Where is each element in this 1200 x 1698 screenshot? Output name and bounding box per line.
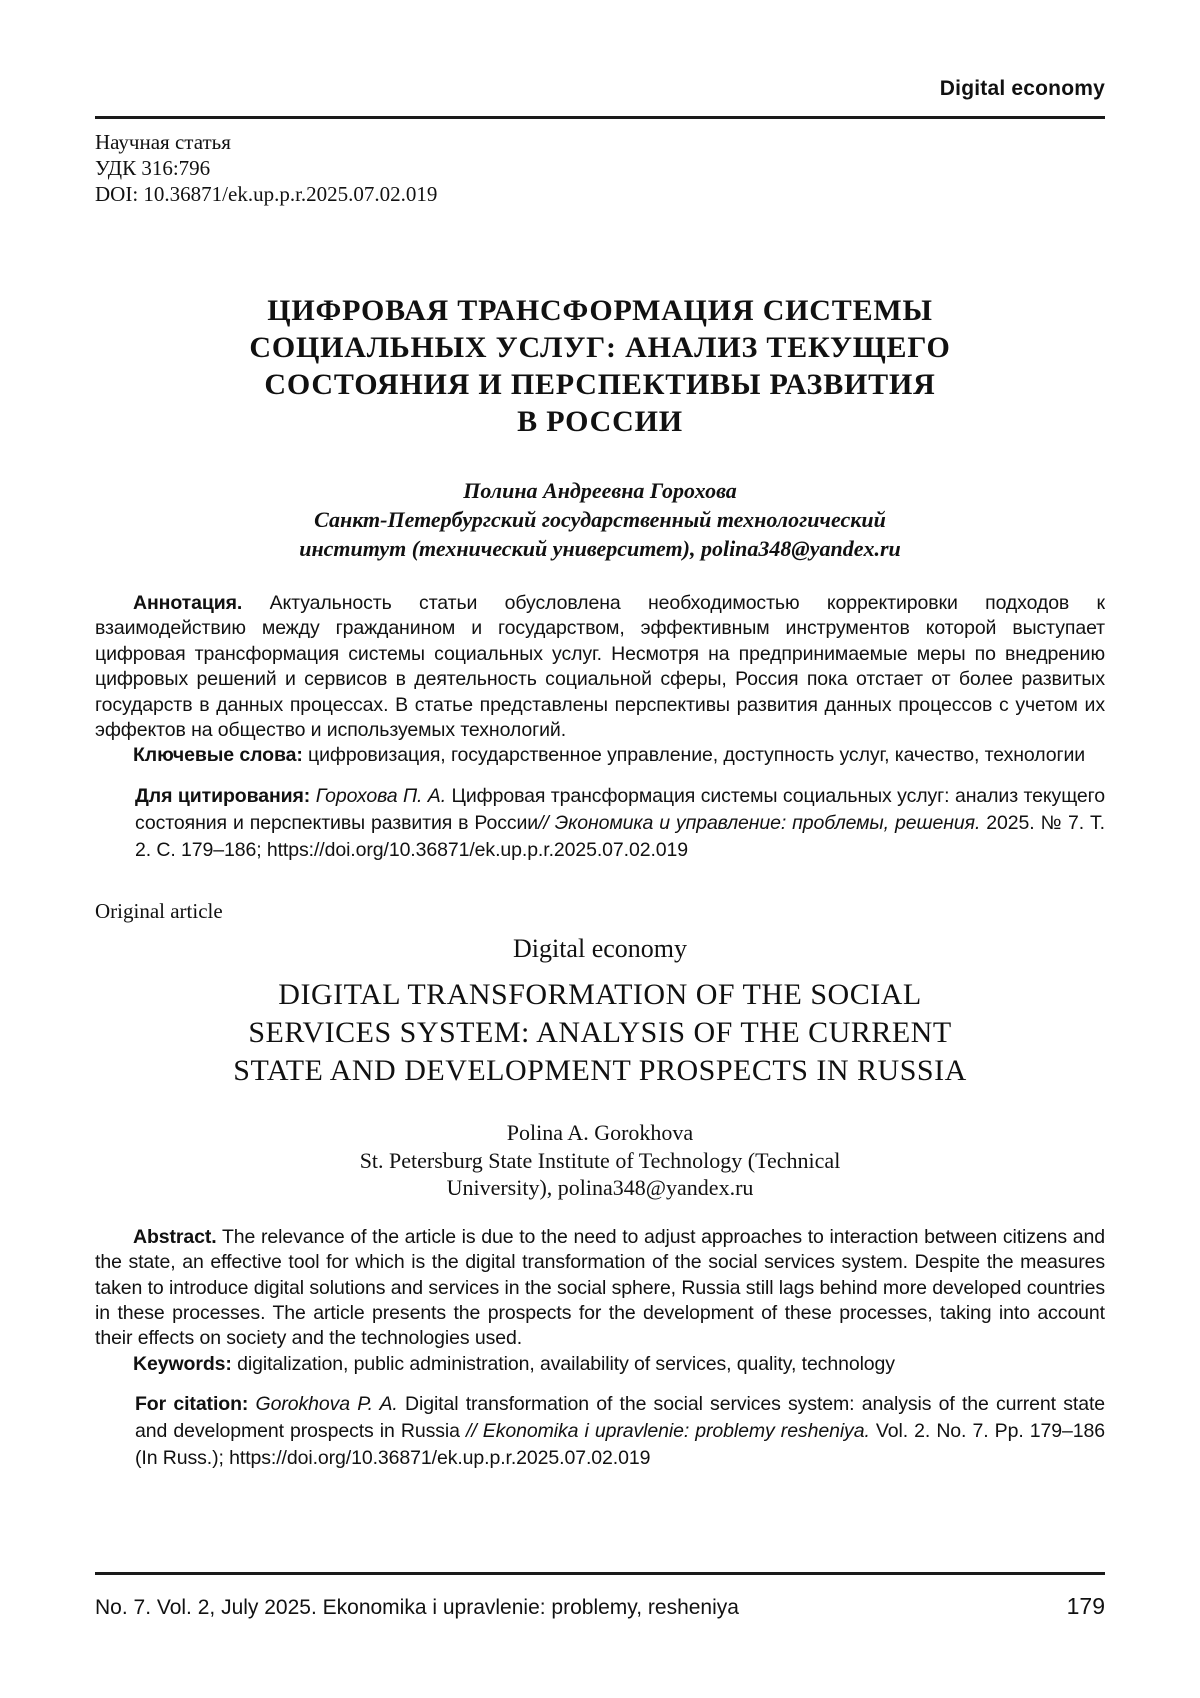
page-footer bbox=[95, 1572, 1105, 1698]
abstract-en bbox=[95, 1225, 1105, 1352]
citation-en-journal: // Ekonomika i upravlenie: problemy resheniya. bbox=[466, 1420, 870, 1443]
footer-line bbox=[95, 1593, 1105, 1698]
author-block-ru bbox=[95, 476, 1105, 563]
article-type-ru: Научная статья bbox=[95, 130, 231, 154]
keywords-ru-text: цифровизация, государственное управление, доступность услуг, качество, технологии bbox=[302, 744, 1086, 767]
udc-line: УДК 316:796 bbox=[95, 156, 211, 180]
abstract-en-text: The relevance of the article is due to the need to adjust approaches to interaction between citizens and the state, an effective tool for which is the digital transformation of the social services system. Despite the measures taken to introduce digital solutions and services in the social sphere, Russia still lags behind more developed countries in these processes. The article presents the prospects for the development of these processes, taking into account their effects on society and the technologies used. bbox=[95, 1225, 1105, 1350]
article-type-en: Original article bbox=[95, 898, 223, 923]
abstract-ru bbox=[95, 591, 1105, 743]
running-head-label: Digital economy bbox=[939, 77, 1105, 100]
doi-line: DOI: 10.36871/ek.up.p.r.2025.07.02.019 bbox=[95, 182, 438, 206]
footer-rule bbox=[95, 1572, 1105, 1575]
citation-ru bbox=[135, 783, 1105, 864]
citation-ru-title: Цифровая трансформация системы социальных услуг: анализ текущего состояния и перспективы развития в России bbox=[135, 784, 1106, 834]
keywords-en-text: digitalization, public administration, availability of services, quality, technology bbox=[231, 1352, 895, 1375]
citation-en-author: Gorokhova P. A. bbox=[248, 1393, 398, 1416]
title-ru: ЦИФРОВАЯ ТРАНСФОРМАЦИЯ СИСТЕМЫ СОЦИАЛЬНЫХ УСЛУГ: АНАЛИЗ ТЕКУЩЕГО СОСТОЯНИЯ И ПЕРСПЕКТИВЫ РАЗВИТИЯ В РОССИИ bbox=[249, 294, 951, 438]
keywords-ru bbox=[95, 743, 1105, 768]
keywords-ru-label: Ключевые слова: bbox=[133, 744, 303, 767]
citation-en-title: Digital transformation of the social services system: analysis of the current state and development prospects in Russia bbox=[135, 1393, 1106, 1443]
abstract-ru-text: Актуальность статьи обусловлена необходимостью корректировки подходов к взаимодействию между гражданином и государством, эффективным инструментов которой выступает цифровая трансформация системы социальных услуг. Несмотря на предпринимаемые меры по внедрению цифровых решений и сервисов в деятельность социальной сферы, Россия пока отстает от более развитых государств в данных процессах. В статье представлены перспективы развития данных процессов с учетом их эффектов на общество и используемых технологий. bbox=[95, 592, 1105, 742]
citation-ru-label: Для цитирования: bbox=[135, 784, 311, 807]
abstract-ru-label: Аннотация. bbox=[133, 592, 243, 614]
article-meta bbox=[95, 129, 1105, 207]
affiliation-en: St. Petersburg State Institute of Technology (Technical University), polina348@yandex.ru bbox=[359, 1147, 841, 1200]
citation-ru-author: Горохова П. А. bbox=[310, 784, 447, 807]
citation-ru-journal: // Экономика и управление: проблемы, решения. bbox=[538, 811, 981, 834]
page-number: 179 bbox=[1066, 1593, 1105, 1619]
keywords-en-label: Keywords: bbox=[133, 1352, 232, 1375]
author-ru: Полина Андреевна Горохова bbox=[463, 478, 737, 503]
author-block-en bbox=[95, 1118, 1105, 1201]
title-en: DIGITAL TRANSFORMATION OF THE SOCIAL SERVICES SYSTEM: ANALYSIS OF THE CURRENT STATE AND DEVELOPMENT PROSPECTS IN RUSSIA bbox=[233, 977, 967, 1087]
citation-en bbox=[135, 1391, 1105, 1472]
citation-ru-tail: 2025. № 7. Т. 2. С. 179–186; https://doi.org/10.36871/ek.up.p.r.2025.07.02.019 bbox=[135, 811, 1105, 861]
abstract-en-label: Abstract. bbox=[133, 1225, 217, 1248]
author-en: Polina A. Gorokhova bbox=[506, 1119, 694, 1145]
running-head bbox=[95, 76, 1105, 102]
citation-en-tail: Vol. 2. No. 7. Pp. 179–186 (In Russ.); https://doi.org/10.36871/ek.up.p.r.2025.07.02.019 bbox=[135, 1420, 1105, 1470]
header-rule bbox=[95, 116, 1105, 119]
keywords-en bbox=[95, 1352, 1105, 1377]
footer-journal-line: No. 7. Vol. 2, July 2025. Ekonomika i upravlenie: problemy, resheniya bbox=[95, 1596, 739, 1619]
affiliation-ru: Санкт-Петербургский государственный технологический институт (технический университет), polina348@yandex.ru bbox=[299, 507, 901, 561]
citation-en-label: For citation: bbox=[135, 1393, 249, 1416]
section-title-en: Digital economy bbox=[512, 933, 687, 963]
